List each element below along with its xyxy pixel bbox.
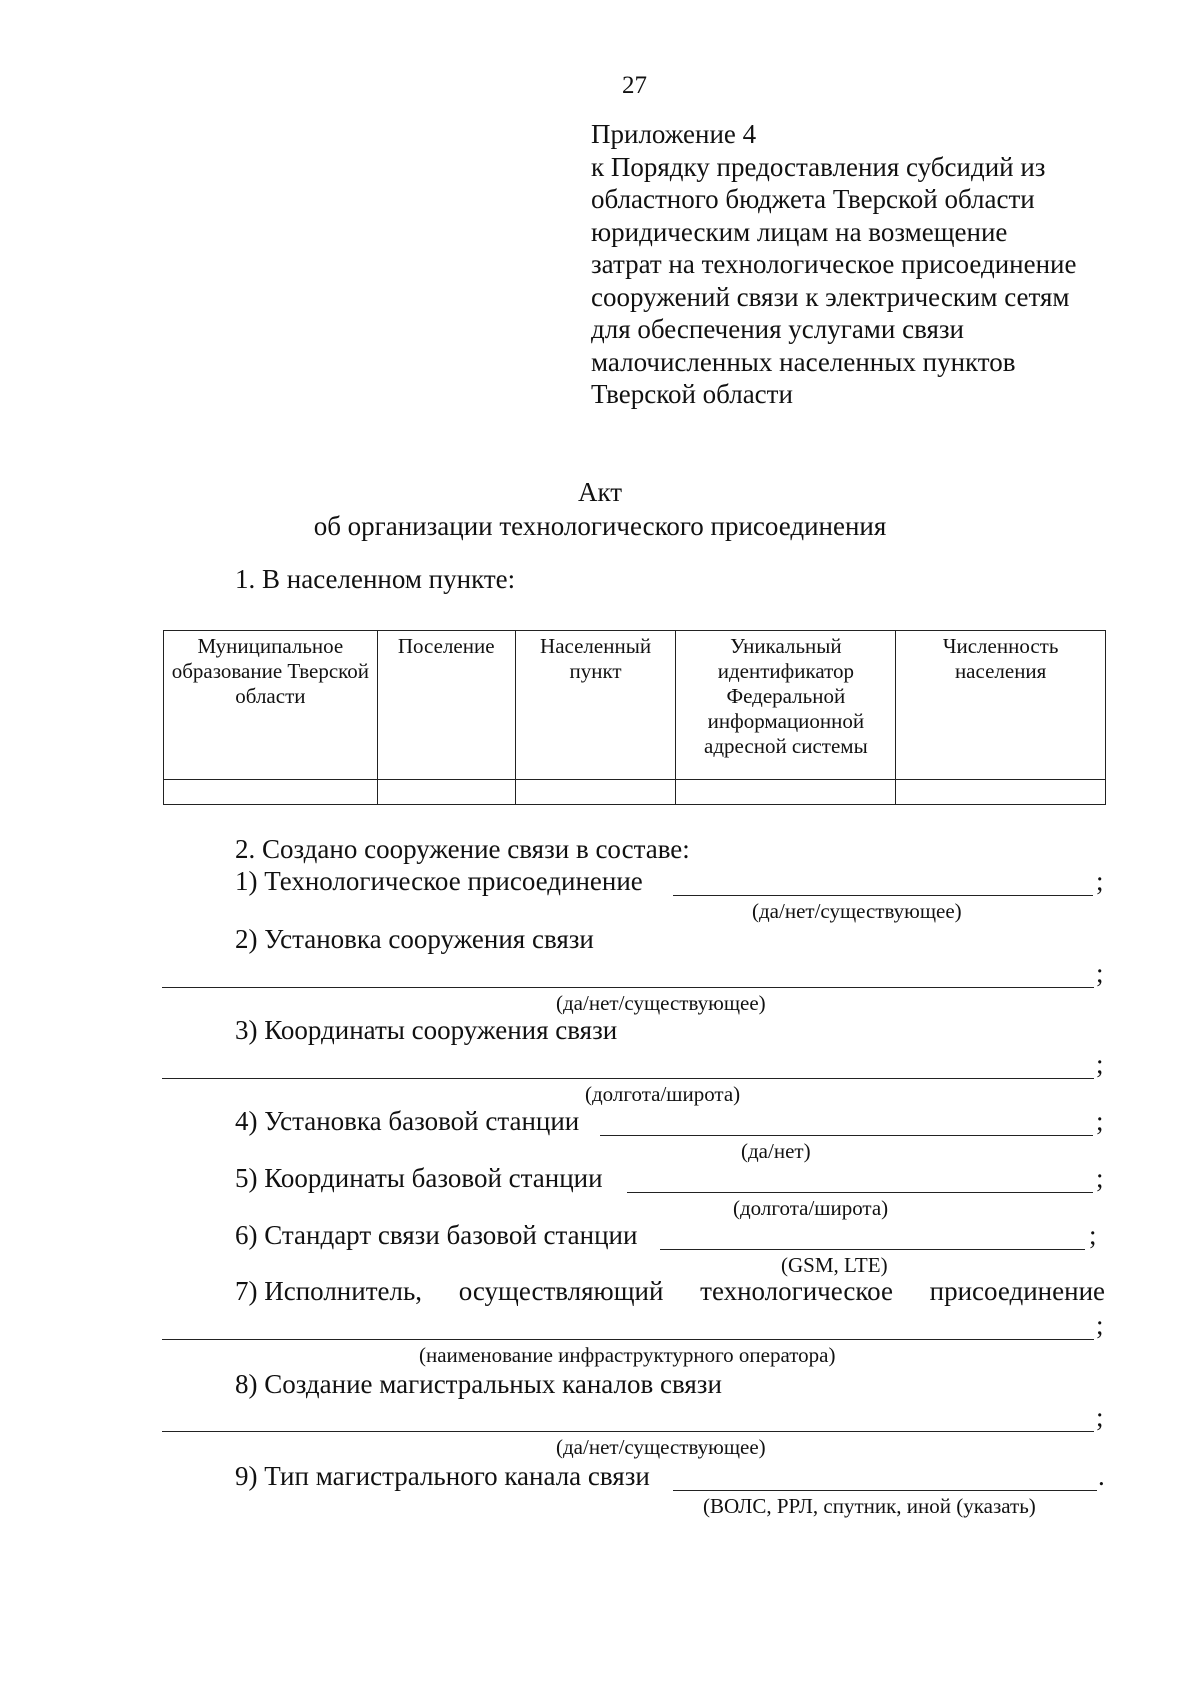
appendix-line: юридическим лицам на возмещение bbox=[591, 216, 1008, 247]
table-row bbox=[164, 780, 1106, 805]
item-9-end: . bbox=[1098, 1461, 1105, 1491]
item-8-end: ; bbox=[1096, 1402, 1104, 1432]
item-3-end: ; bbox=[1096, 1049, 1104, 1079]
cell-locality[interactable] bbox=[515, 780, 676, 805]
item-4-end: ; bbox=[1096, 1106, 1104, 1136]
cell-municipality[interactable] bbox=[164, 780, 378, 805]
col-settlement: Поселение bbox=[377, 631, 515, 780]
item-7-label bbox=[235, 1276, 1105, 1307]
section-1-heading: 1. В населенном пункте: bbox=[235, 564, 516, 594]
col-locality: Населенный пункт bbox=[515, 631, 676, 780]
cell-fias-id[interactable] bbox=[676, 780, 896, 805]
cell-settlement[interactable] bbox=[377, 780, 515, 805]
item-4-hint: (да/нет) bbox=[741, 1139, 811, 1163]
appendix-line: затрат на технологическое присоединение bbox=[591, 249, 1077, 279]
cell-population[interactable] bbox=[896, 780, 1106, 805]
item-4-field[interactable] bbox=[600, 1135, 1093, 1136]
settlement-table bbox=[163, 630, 1106, 805]
item-7-end: ; bbox=[1096, 1310, 1104, 1340]
item-1-field[interactable] bbox=[673, 895, 1093, 896]
item-2-hint: (да/нет/существующее) bbox=[556, 991, 766, 1015]
item-2-end: ; bbox=[1096, 958, 1104, 988]
section-2-heading: 2. Создано сооружение связи в составе: bbox=[235, 834, 690, 864]
item-4-label: 4) Установка базовой станции bbox=[235, 1106, 580, 1136]
item-5-field[interactable] bbox=[627, 1192, 1093, 1193]
item-8-field[interactable] bbox=[162, 1431, 1094, 1432]
item-3-label: 3) Координаты сооружения связи bbox=[235, 1015, 618, 1045]
item-5-end: ; bbox=[1096, 1163, 1104, 1193]
item-7-field[interactable] bbox=[162, 1339, 1094, 1340]
item-6-label: 6) Стандарт связи базовой станции bbox=[235, 1220, 638, 1250]
item-7-hint: (наименование инфраструктурного оператора) bbox=[419, 1343, 836, 1367]
item-9-field[interactable] bbox=[673, 1490, 1097, 1491]
item-1-hint: (да/нет/существующее) bbox=[752, 899, 962, 923]
item-5-label: 5) Координаты базовой станции bbox=[235, 1163, 603, 1193]
item-1-label: 1) Технологическое присоединение bbox=[235, 866, 643, 896]
appendix-line: областного бюджета Тверской области bbox=[591, 184, 1035, 214]
item-9-label: 9) Тип магистрального канала связи bbox=[235, 1461, 650, 1491]
item-5-hint: (долгота/широта) bbox=[733, 1196, 889, 1220]
item-6-end: ; bbox=[1089, 1220, 1097, 1250]
item-6-hint: (GSM, LTE) bbox=[781, 1253, 888, 1277]
col-fias-id: Уникальный идентификатор Федеральной информационной адресной системы bbox=[676, 631, 896, 780]
table-header-row bbox=[164, 631, 1106, 780]
title-main: Акт bbox=[577, 477, 623, 507]
appendix-line: Тверской области bbox=[591, 379, 793, 409]
item-7-word: 7) Исполнитель, bbox=[235, 1276, 423, 1306]
item-6-field[interactable] bbox=[660, 1249, 1085, 1250]
appendix-line: к Порядку предоставления субсидий из bbox=[591, 151, 1046, 182]
title-sub: об организации технологического присоединения bbox=[313, 511, 887, 541]
item-7-word: осуществляющий bbox=[458, 1276, 664, 1306]
item-3-hint: (долгота/широта) bbox=[585, 1082, 741, 1106]
item-3-field[interactable] bbox=[162, 1078, 1094, 1079]
item-7-word: присоединение bbox=[929, 1276, 1105, 1306]
appendix-line: Приложение 4 bbox=[591, 119, 757, 149]
item-8-label: 8) Создание магистральных каналов связи bbox=[235, 1369, 722, 1399]
col-municipality: Муниципальное образование Тверской области bbox=[164, 631, 378, 780]
appendix-line: сооружений связи к электрическим сетям bbox=[591, 281, 1070, 312]
item-9-hint: (ВОЛС, РРЛ, спутник, иной (указать) bbox=[703, 1494, 1036, 1518]
item-8-hint: (да/нет/существующее) bbox=[556, 1435, 766, 1459]
appendix-header bbox=[591, 118, 1151, 411]
page-number: 27 bbox=[622, 72, 647, 99]
item-1-end: ; bbox=[1096, 866, 1104, 896]
appendix-line: малочисленных населенных пунктов bbox=[591, 346, 1016, 377]
appendix-line: для обеспечения услугами связи bbox=[591, 314, 965, 344]
item-2-label: 2) Установка сооружения связи bbox=[235, 924, 594, 954]
col-population: Численность населения bbox=[896, 631, 1106, 780]
item-2-field[interactable] bbox=[162, 987, 1094, 988]
document-title bbox=[0, 475, 1200, 543]
item-7-word: технологическое bbox=[700, 1276, 893, 1306]
